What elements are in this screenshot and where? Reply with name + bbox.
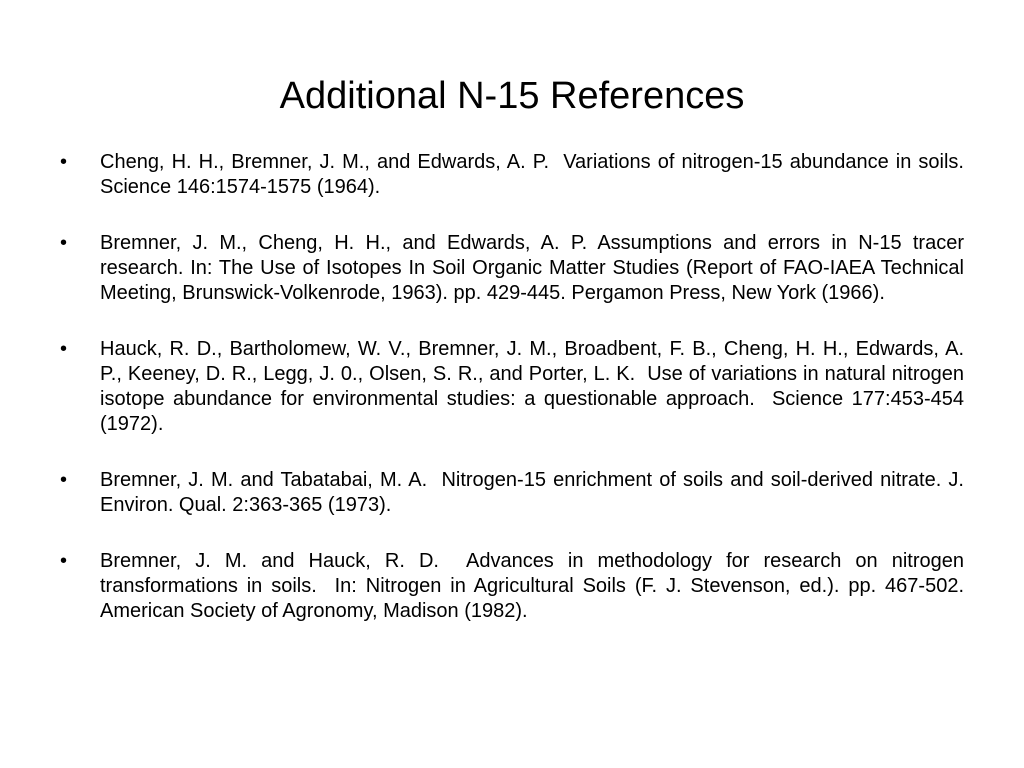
- list-item: [60, 231, 970, 306]
- bullet: •: [60, 232, 68, 254]
- reference-text: Cheng, H. H., Bremner, J. M., and Edwards, A. P. Variations of nitrogen-15 abundance in soils. Science 146:1574-1575 (1964).: [100, 151, 970, 198]
- bullet: •: [60, 469, 68, 491]
- reference-text: Hauck, R. D., Bartholomew, W. V., Bremner, J. M., Broadbent, F. B., Cheng, H. H., Edwards, A. P., Keeney, D. R., Legg, J. 0., Olsen, S. R., and Porter, L. K. Use of variations in natural nitrogen isotope abundance for environmental studies: a questionable approach. Science 177:453-454 (1972).: [100, 338, 970, 435]
- reference-text: Bremner, J. M., Cheng, H. H., and Edwards, A. P. Assumptions and errors in N-15 tracer research. In: The Use of Isotopes In Soil Organic Matter Studies (Report of FAO-IAEA Technical Meeting, Brunswick-Volkenrode, 1963). pp. 429-445. Pergamon Press, New York (1966).: [100, 232, 970, 304]
- list-item: [60, 549, 970, 624]
- reference-text: Bremner, J. M. and Tabatabai, M. A. Nitrogen-15 enrichment of soils and soil-derived nitrate. J. Environ. Qual. 2:363-365 (1973).: [100, 469, 970, 516]
- reference-list: [60, 150, 970, 655]
- bullet: •: [60, 338, 68, 360]
- bullet: •: [60, 151, 68, 173]
- slide-title: Additional N-15 References: [279, 75, 745, 117]
- list-item: [60, 468, 970, 518]
- reference-text: Bremner, J. M. and Hauck, R. D. Advances in methodology for research on nitrogen transformations in soils. In: Nitrogen in Agricultural Soils (F. J. Stevenson, ed.). pp. 467-502. American Society of Agronomy, Madison (1982).: [100, 550, 970, 622]
- list-item: [60, 337, 970, 437]
- bullet: •: [60, 550, 68, 572]
- list-item: [60, 150, 970, 200]
